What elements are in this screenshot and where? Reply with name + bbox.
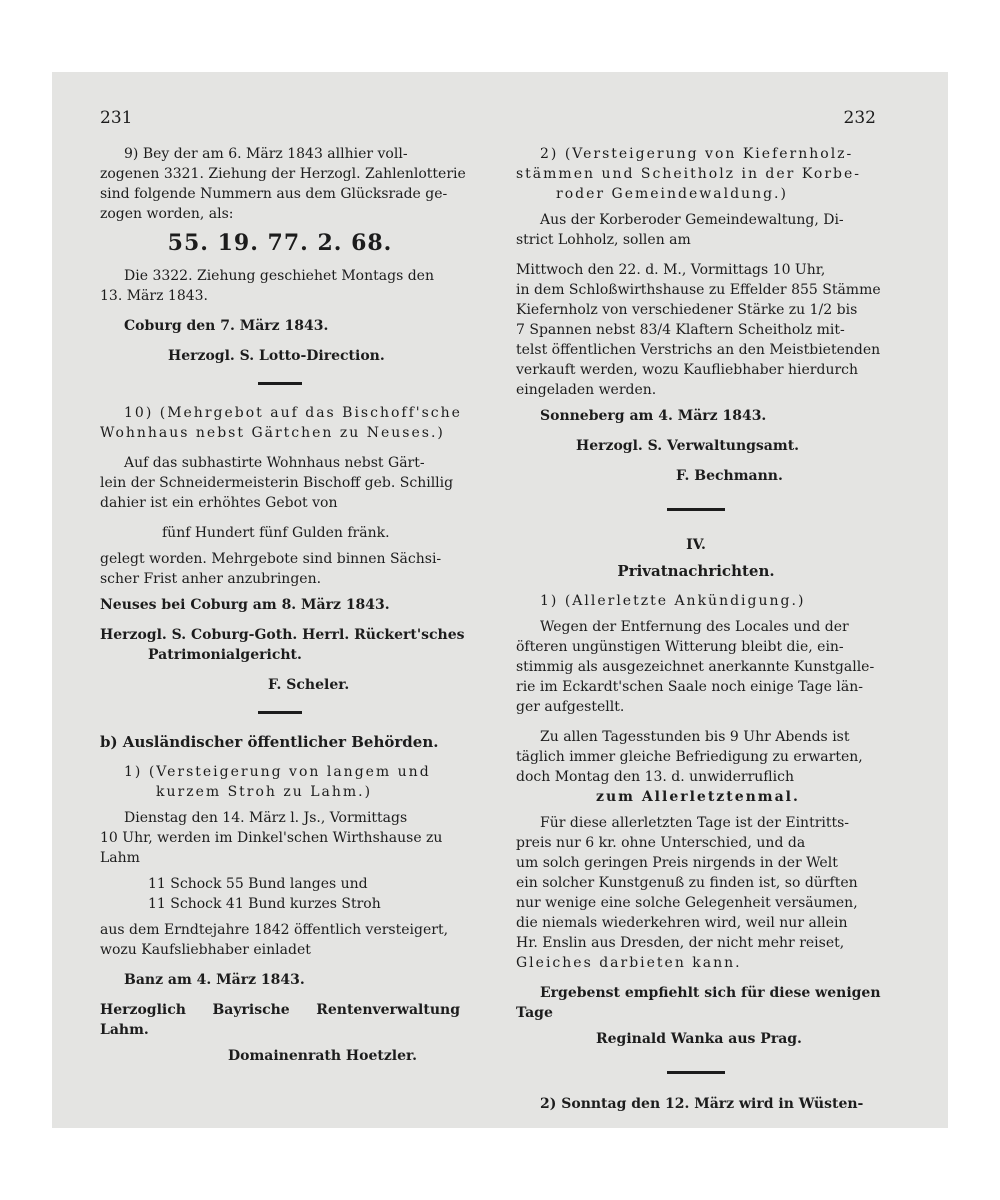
text-line: Ergebenst empfiehlt sich für diese wenigen [540, 985, 881, 1001]
bid-notice-body [100, 549, 460, 589]
bid-notice-title [100, 403, 460, 443]
text-line: dahier ist ein erhöhtes Gebot von [100, 495, 338, 511]
place-date: Neuses bei Coburg am 8. März 1843. [100, 597, 390, 613]
place-date: Banz am 4. März 1843. [124, 972, 305, 988]
section-heading: b) Ausländischer öffentlicher Behörden. [100, 733, 439, 751]
text-line: doch Montag den 13. d. unwiderruflich [516, 769, 794, 785]
signature: Reginald Wanka aus Prag. [596, 1031, 802, 1047]
text-line: Aus der Korberoder Gemeindewaltung, Di- [540, 212, 844, 228]
text-line: zogen worden, als: [100, 206, 234, 222]
text-line: nur wenige eine solche Gelegenheit versäumen, [516, 895, 858, 911]
text-line: stämmen und Scheitholz in der Korbe- [516, 166, 862, 182]
place-date: Coburg den 7. März 1843. [124, 318, 329, 334]
text-line: eingeladen werden. [516, 382, 657, 398]
bid-notice-body [100, 453, 460, 513]
text-line: Zu allen Tagesstunden bis 9 Uhr Abends ist [540, 729, 850, 745]
exhibition-body [516, 617, 876, 717]
text-line: 2) (Versteigerung von Kiefernholz- [540, 146, 854, 162]
timber-auction-body [516, 210, 876, 250]
bid-amount: fünf Hundert fünf Gulden fränk. [162, 525, 390, 541]
text-line: täglich immer gleiche Befriedigung zu erwarten, [516, 749, 863, 765]
newspaper-page [52, 72, 948, 1128]
divider [667, 508, 725, 511]
text-line: Für diese allerletzten Tage ist der Eintritts- [540, 815, 850, 831]
exhibition-body [516, 983, 881, 1023]
timber-auction-body [516, 260, 881, 400]
text-line: die niemals wiederkehren wird, weil nur allein [516, 915, 848, 931]
text-line: aus dem Erndtejahre 1842 öffentlich versteigert, [100, 922, 449, 938]
text-line: Patrimonialgericht. [148, 647, 302, 663]
signature-name: F. Bechmann. [676, 468, 783, 484]
text-line: Die 3322. Ziehung geschiehet Montags den [124, 268, 434, 284]
text-line: kurzem Stroh zu Lahm.) [156, 784, 373, 800]
place-date: Sonneberg am 4. März 1843. [540, 408, 767, 424]
straw-auction-title [100, 762, 460, 802]
section-number: IV. [686, 537, 706, 553]
exhibition-title: 1) (Allerletzte Ankündigung.) [540, 593, 806, 609]
signature: Herzoglich Bayrische Rentenverwaltung Lahm. [100, 1002, 460, 1038]
text-line: 11 Schock 55 Bund langes und [148, 876, 368, 892]
notice-start: 2) Sonntag den 12. März wird in Wüsten- [540, 1096, 864, 1112]
text-line: wozu Kaufsliebhaber einladet [100, 942, 311, 958]
text-line: zum Allerletztenmal. [596, 789, 800, 805]
signature [100, 625, 465, 665]
text-line: preis nur 6 kr. ohne Unterschied, und da [516, 835, 806, 851]
text-line: rie im Eckardt'schen Saale noch einige Tage län- [516, 679, 863, 695]
straw-auction-body [100, 920, 460, 960]
text-line: öfteren ungünstigen Witterung bleibt die, ein- [516, 639, 844, 655]
text-line: 10) (Mehrgebot auf das Bischoff'sche [124, 405, 462, 421]
signature-name: F. Scheler. [268, 677, 350, 693]
text-line: roder Gemeindewaldung.) [556, 186, 788, 202]
text-line: um solch geringen Preis nirgends in der Welt [516, 855, 838, 871]
text-line: 1) (Versteigerung von langem und [124, 764, 431, 780]
text-line: lein der Schneidermeisterin Bischoff geb. Schillig [100, 475, 454, 491]
section-heading: Privatnachrichten. [617, 562, 775, 580]
text-line: Lahm [100, 850, 140, 866]
signature: Herzogl. S. Verwaltungsamt. [576, 438, 800, 454]
exhibition-body [516, 813, 876, 973]
text-line: 10 Uhr, werden im Dinkel'schen Wirthshause zu [100, 830, 443, 846]
text-line: Gleiches darbieten kann. [516, 955, 742, 971]
text-line: scher Frist anher anzubringen. [100, 571, 322, 587]
right-column [516, 144, 881, 1114]
text-line: verkauft werden, wozu Kaufliebhaber hierdurch [516, 362, 859, 378]
exhibition-body [516, 727, 876, 807]
left-column [100, 144, 466, 1066]
straw-items [100, 874, 460, 914]
text-line: Herzogl. S. Coburg-Goth. Herrl. Rückert'sches [100, 627, 465, 643]
text-line: 7 Spannen nebst 83/4 Klaftern Scheitholz mit- [516, 322, 845, 338]
text-line: 9) Bey der am 6. März 1843 allhier voll- [124, 146, 408, 162]
straw-auction-body [100, 808, 460, 868]
text-line: in dem Schloßwirthshause zu Effelder 855 Stämme [516, 282, 881, 298]
divider [667, 1071, 725, 1074]
text-line: ger aufgestellt. [516, 699, 625, 715]
lottery-notice [100, 144, 466, 224]
page-number-right: 232 [843, 108, 876, 128]
text-line: telst öffentlichen Verstrichs an den Meistbietenden [516, 342, 881, 358]
text-line: Kiefernholz von verschiedener Stärke zu 1/2 bis [516, 302, 858, 318]
text-line: Hr. Enslin aus Dresden, der nicht mehr reiset, [516, 935, 845, 951]
text-line: Auf das subhastirte Wohnhaus nebst Gärt- [124, 455, 425, 471]
text-line: Wohnhaus nebst Gärtchen zu Neuses.) [100, 425, 445, 441]
signature-name: Domainenrath Hoetzler. [228, 1048, 417, 1064]
next-draw [100, 266, 460, 306]
text-line: Dienstag den 14. März l. Js., Vormittags [124, 810, 408, 826]
text-line: 11 Schock 41 Bund kurzes Stroh [148, 896, 381, 912]
text-line: Mittwoch den 22. d. M., Vormittags 10 Uhr, [516, 262, 826, 278]
text-line: gelegt worden. Mehrgebote sind binnen Sächsi- [100, 551, 442, 567]
text-line: strict Lohholz, sollen am [516, 232, 691, 248]
signature: Herzogl. S. Lotto-Direction. [168, 348, 385, 364]
text-line: ein solcher Kunstgenuß zu finden ist, so dürften [516, 875, 858, 891]
text-line: zogenen 3321. Ziehung der Herzogl. Zahlenlotterie [100, 166, 466, 182]
page-number-left: 231 [100, 108, 133, 128]
divider [258, 382, 302, 385]
text-line: sind folgende Nummern aus dem Glücksrade ge- [100, 186, 448, 202]
divider [258, 711, 302, 714]
text-line: 13. März 1843. [100, 288, 208, 304]
text-line: Wegen der Entfernung des Locales und der [540, 619, 849, 635]
timber-auction-title [516, 144, 876, 204]
text-line: stimmig als ausgezeichnet anerkannte Kunstgalle- [516, 659, 875, 675]
text-line: Tage [516, 1005, 553, 1021]
lottery-numbers: 55. 19. 77. 2. 68. [167, 230, 393, 256]
